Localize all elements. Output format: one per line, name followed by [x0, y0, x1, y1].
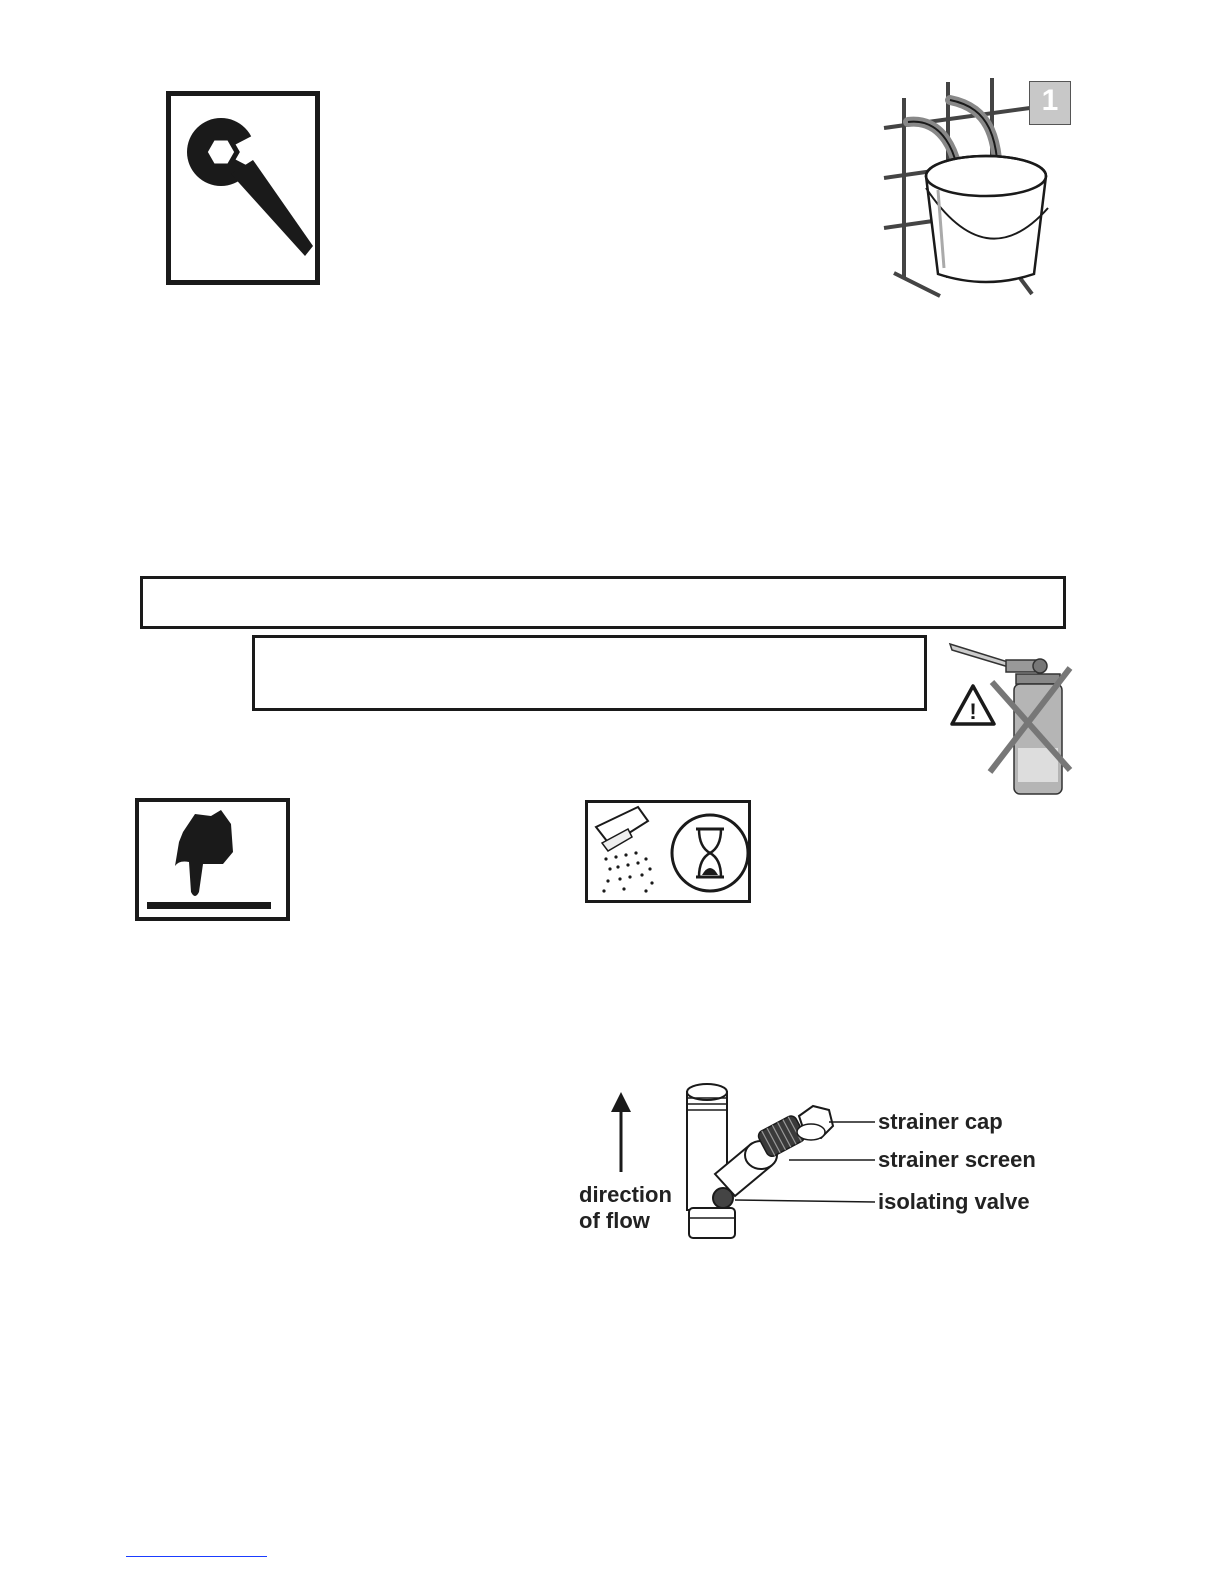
shower-hourglass-icon [588, 803, 748, 900]
step-number-badge: 1 [1029, 81, 1071, 125]
strainer-diagram [575, 1078, 1055, 1248]
flow-label-line2: of flow [579, 1208, 650, 1233]
label-strainer-screen: strainer screen [878, 1147, 1036, 1172]
wrench-icon [171, 96, 315, 280]
wrench-panel [166, 91, 320, 285]
notice-box-wide [140, 576, 1066, 629]
shower-timer-panel [585, 800, 751, 903]
label-isolating-valve: isolating valve [878, 1189, 1030, 1214]
bucket-figure [880, 78, 1075, 300]
pointing-hand-icon [139, 802, 286, 917]
blowtorch-warning-figure [948, 638, 1078, 798]
warning-glyph: ! [969, 699, 977, 724]
notice-box-narrow [252, 635, 927, 711]
hand-panel [135, 798, 290, 921]
warning-triangle-icon [949, 683, 997, 727]
label-strainer-cap: strainer cap [878, 1109, 1003, 1134]
flow-label-line1: direction [579, 1182, 672, 1207]
footer-link-underline[interactable] [126, 1556, 267, 1557]
